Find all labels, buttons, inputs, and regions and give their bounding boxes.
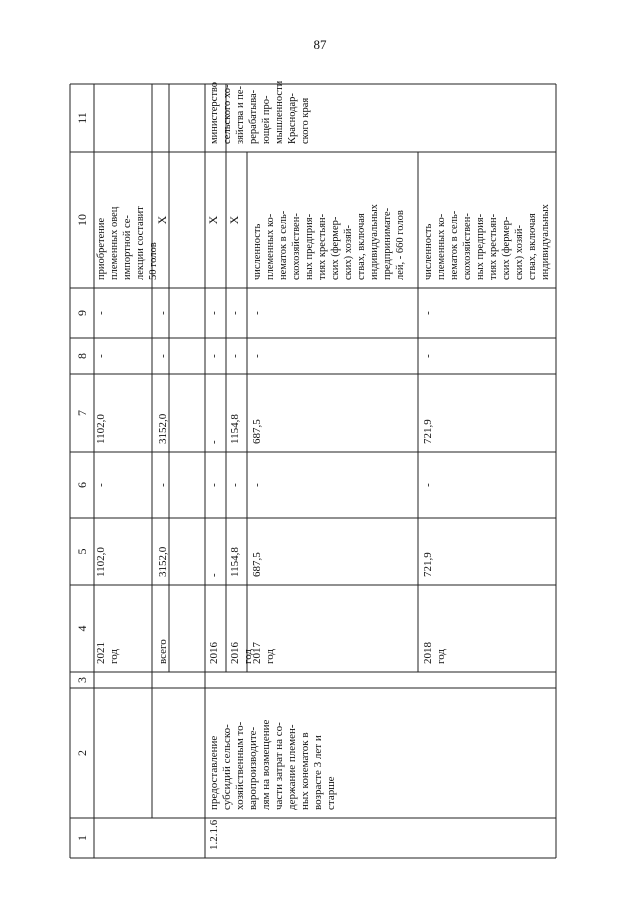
cell-year: 2016 [208,642,220,664]
cell-extra: - [95,311,107,315]
cell-extra: - [157,311,169,315]
cell-total: - [208,573,220,577]
column-number-8: 8 [75,353,89,359]
cell-total: 1154,8 [229,547,241,577]
column-number-5: 5 [75,548,89,555]
column-number-1: 1 [75,835,89,841]
cell-result: приобретение племенных овец импортной се- лекции составит 50 голов [96,206,159,280]
cell-result: численность племенных ко- нематок в сель- скохозяйствен- ных предприя- тиях крестьян- ских (фермер- ских) хозяй- ствах, включая индивидуальных предпринимате- лей, - 660 голов [252,204,406,280]
cell-year: 2021год [95,642,120,664]
cell-measure-name: предоставлениесубсидий сельско-хозяйственным то-варопроизводите-лям на возмещениечасти затрат на со-держание племен-ных конематок ввозрасте 3 лет истарше [208,719,337,810]
cell-result: X [155,215,169,225]
column-number-6: 6 [75,482,89,488]
cell-extra: - [422,311,434,315]
cell-total: 721,9 [422,552,434,577]
cell-regional: 721,9 [422,419,434,444]
cell-local: - [251,354,263,358]
column-number-7: 7 [75,410,89,416]
cell-executor: министерство сельского хо- зяйства и пе- рерабатыва- ющей про- мышленности Краснодар- ского края [209,80,311,144]
table-cells [75,80,551,850]
cell-extra: - [229,311,241,315]
cell-local: - [422,354,434,358]
cell-result: численность племенных ко- нематок в сель- скохозяйствен- ных предприя- тиях крестьян- ских (фермер- ских) хозяй- ствах, включая индивидуальных [423,204,551,280]
cell-local: - [208,354,220,358]
cell-code: 1.2.1.6 [208,819,220,850]
cell-total: 687,5 [251,552,263,577]
cell-federal: - [422,483,434,487]
cell-regional: 3152,0 [157,413,169,444]
cell-local: - [95,354,107,358]
column-number-11: 11 [75,112,89,124]
cell-total: 1102,0 [95,547,107,577]
cell-extra: - [251,311,263,315]
cell-regional: 1154,8 [229,414,241,444]
column-number-9: 9 [75,310,89,316]
cell-year: всего [157,639,169,664]
cell-federal: - [229,483,241,487]
cell-result: X [227,215,241,225]
cell-total: 3152,0 [157,546,169,577]
cell-year: 2018год [422,642,447,664]
cell-federal: - [95,483,107,487]
column-number-3: 3 [75,677,89,683]
cell-federal: - [157,483,169,487]
cell-regional: - [208,440,220,444]
cell-local: - [229,354,241,358]
cell-year: 2016год [229,642,254,664]
cell-federal: - [208,483,220,487]
column-number-4: 4 [75,625,89,632]
page-number: 87 [313,37,327,52]
cell-result: X [206,215,220,225]
column-number-10: 10 [75,214,89,226]
cell-local: - [157,354,169,358]
cell-regional: 1102,0 [95,414,107,444]
column-number-2: 2 [75,750,89,756]
cell-extra: - [208,311,220,315]
cell-year: 2017год [251,642,276,664]
cell-federal: - [251,483,263,487]
cell-regional: 687,5 [251,419,263,444]
